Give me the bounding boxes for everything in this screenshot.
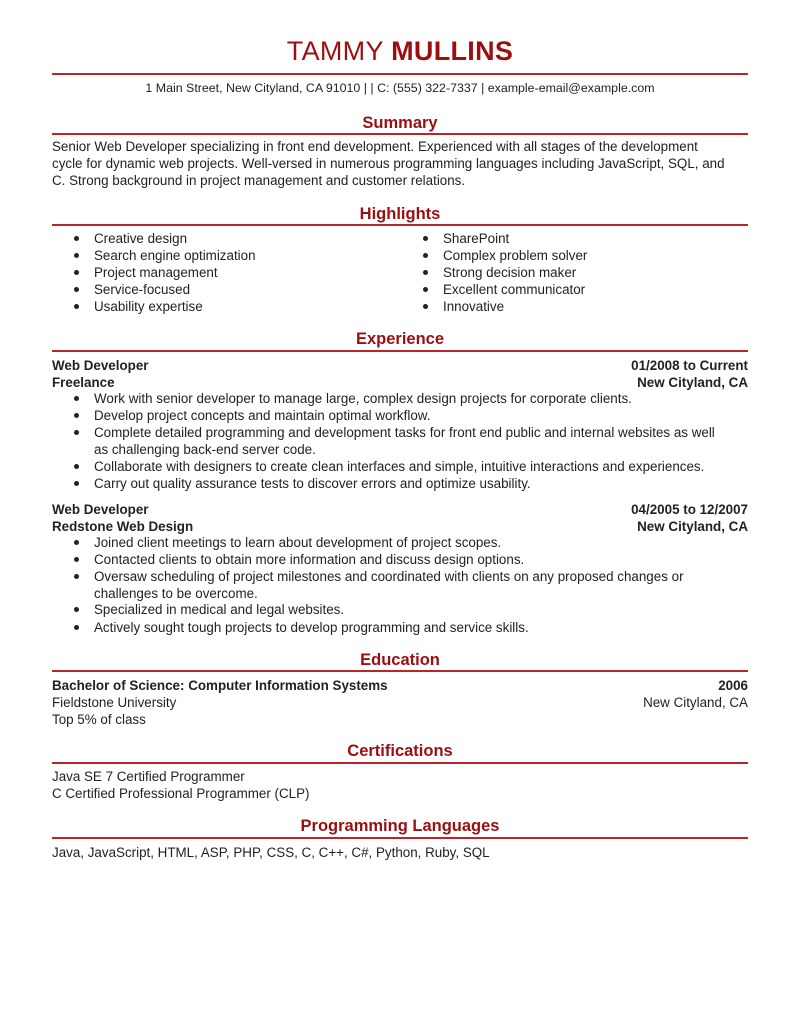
section-title-summary: Summary	[362, 114, 438, 132]
job-bullet: Joined client meetings to learn about development of project scopes.	[94, 535, 502, 550]
job-bullet: Contacted clients to obtain more information and discuss design options.	[94, 552, 525, 567]
school-name: Fieldstone University	[52, 695, 177, 710]
job-location: New Cityland, CA	[637, 519, 748, 534]
job-dates: 04/2005 to 12/2007	[631, 502, 748, 517]
highlight-item: Project management	[94, 265, 218, 280]
job-location: New Cityland, CA	[637, 375, 748, 390]
section-title-experience: Experience	[355, 330, 445, 348]
job-bullet: Develop project concepts and maintain optimal workflow.	[94, 408, 431, 423]
school-location: New Cityland, CA	[643, 695, 748, 710]
job-bullet-continuation: challenges to be overcome.	[94, 586, 258, 601]
summary-line: Senior Web Developer specializing in front end development. Experienced with all stages of the development	[52, 139, 698, 154]
job-bullet: Actively sought tough projects to develop programming and service skills.	[94, 620, 529, 635]
first-name: TAMMY	[286, 36, 384, 66]
section-divider	[52, 133, 748, 135]
company-name: Redstone Web Design	[52, 519, 194, 534]
summary-line: cycle for dynamic web projects. Well-versed in numerous programming languages including JavaScript, SQL, and	[52, 156, 725, 171]
section-divider	[52, 670, 748, 672]
highlight-item: Excellent communicator	[443, 282, 586, 297]
job-bullet: Oversaw scheduling of project milestones and coordinated with clients on any proposed changes or	[94, 569, 684, 584]
highlight-item: SharePoint	[443, 231, 510, 246]
section-title-certifications: Certifications	[347, 742, 453, 760]
certification-item: Java SE 7 Certified Programmer	[52, 769, 245, 784]
contact-line: 1 Main Street, New Cityland, CA 91010 | | C: (555) 322-7337 | example-email@example.com	[145, 81, 655, 95]
highlight-item: Usability expertise	[94, 299, 203, 314]
summary-line: C. Strong background in project management and customer relations.	[52, 173, 466, 188]
section-divider	[52, 224, 748, 226]
job-dates: 01/2008 to Current	[631, 358, 748, 373]
job-title: Web Developer	[52, 502, 149, 517]
candidate-name	[52, 35, 748, 67]
job-bullet-continuation: as challenging back-end server code.	[94, 442, 316, 457]
job-bullet: Specialized in medical and legal websites.	[94, 602, 345, 617]
job-title: Web Developer	[52, 358, 149, 373]
highlight-item: Service-focused	[94, 282, 191, 297]
education-school-row	[52, 694, 748, 711]
education-note: Top 5% of class	[52, 712, 146, 727]
job-employer	[52, 374, 748, 391]
languages-list: Java, JavaScript, HTML, ASP, PHP, CSS, C, C++, C#, Python, Ruby, SQL	[52, 845, 490, 860]
degree	[52, 677, 388, 694]
job-employer	[52, 518, 748, 535]
job-header	[52, 501, 748, 518]
highlight-item: Strong decision maker	[443, 265, 577, 280]
highlight-item: Creative design	[94, 231, 188, 246]
graduation-year: 2006	[718, 678, 748, 693]
section-title-languages: Programming Languages	[300, 817, 500, 835]
section-divider	[52, 762, 748, 764]
last-name: MULLINS	[391, 36, 514, 66]
highlight-item: Search engine optimization	[94, 248, 256, 263]
highlight-item: Innovative	[443, 299, 505, 314]
degree-name: Bachelor of Science	[52, 678, 181, 693]
job-bullet: Complete detailed programming and development tasks for front end public and internal websites as well	[94, 425, 715, 440]
section-title-highlights: Highlights	[359, 205, 441, 223]
job-bullet: Work with senior developer to manage large, complex design projects for corporate clients.	[94, 391, 632, 406]
header-divider	[52, 73, 748, 75]
education-header	[52, 677, 748, 694]
company-name: Freelance	[52, 375, 115, 390]
job-bullet: Collaborate with designers to create clean interfaces and simple, intuitive interactions and experiences.	[94, 459, 705, 474]
section-title-education: Education	[360, 651, 440, 669]
degree-field: : Computer Information Systems	[180, 678, 388, 693]
job-header	[52, 357, 748, 374]
highlight-item: Complex problem solver	[443, 248, 588, 263]
job-bullet: Carry out quality assurance tests to discover errors and optimize usability.	[94, 476, 531, 491]
section-divider	[52, 350, 748, 352]
section-divider	[52, 837, 748, 839]
certification-item: C Certified Professional Programmer (CLP)	[52, 786, 310, 801]
